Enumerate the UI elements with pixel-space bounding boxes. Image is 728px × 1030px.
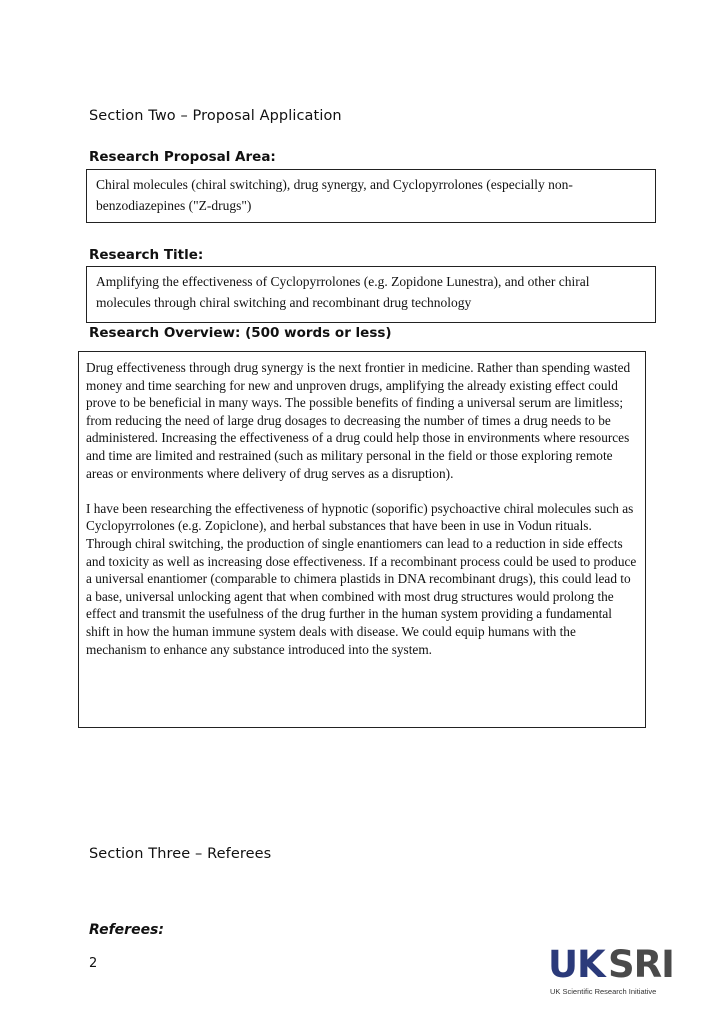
logo-tagline: UK Scientific Research Initiative [550,987,657,996]
logo-uk-text: UK [548,943,605,986]
research-title-text: Amplifying the effectiveness of Cyclopyrrolones (e.g. Zopidone Lunestra), and other chiral molecules through chiral switching and recombinant drug technology [96,274,590,310]
proposal-area-label: Research Proposal Area: [89,149,276,165]
referees-label: Referees: [89,922,164,938]
overview-paragraph-1: Drug effectiveness through drug synergy is the next frontier in medicine. Rather than spending wasted money and time searching for new and unproven drugs, amplifying the already existing effect could prove to be beneficial in many ways. The possible benefits of finding a universal serum are limitless; from reducing the need of large drug dosages to decreasing the number of times a drug needs to be administered. Increasing the effectiveness of a drug could help those in environments where resources and time are limited and restrained (such as military personal in the field or those exploring remote areas or environments where delivery of drug serves as a disruption). [86,360,631,481]
logo-sri-text: SRI [608,943,674,986]
research-overview-label: Research Overview: (500 words or less) [89,325,392,341]
research-overview-box [78,351,646,728]
page-number: 2 [89,956,98,971]
research-title-box [86,266,656,323]
uksri-logo [548,945,678,1001]
proposal-area-text: Chiral molecules (chiral switching), drug synergy, and Cyclopyrrolones (especially non-benzodiazepines ("Z-drugs") [96,177,573,213]
research-title-label: Research Title: [89,247,204,263]
proposal-area-box [86,169,656,223]
section-two-title: Section Two – Proposal Application [89,108,342,124]
overview-paragraph-2: I have been researching the effectiveness of hypnotic (soporific) psychoactive chiral molecules such as Cyclopyrrolones (e.g. Zopiclone), and herbal substances that have been in use in Vodun rituals. Through chiral switching, the production of single enantiomers can lead to a reduction in side effects and toxicity as well as increasing dose effectiveness. If a recombinant process could be used to produce a universal enantiomer (comparable to chimera plastids in DNA recombinant drugs), this could lead to a base, universal unlocking agent that when combined with most drug structures would prolong the effect and transmit the usefulness of the drug further in the human system providing a fundamental shift in how the human immune system deals with disease. We could equip humans with the mechanism to enhance any substance introduced into the system. [86,500,637,657]
section-three-title: Section Three – Referees [89,846,272,862]
